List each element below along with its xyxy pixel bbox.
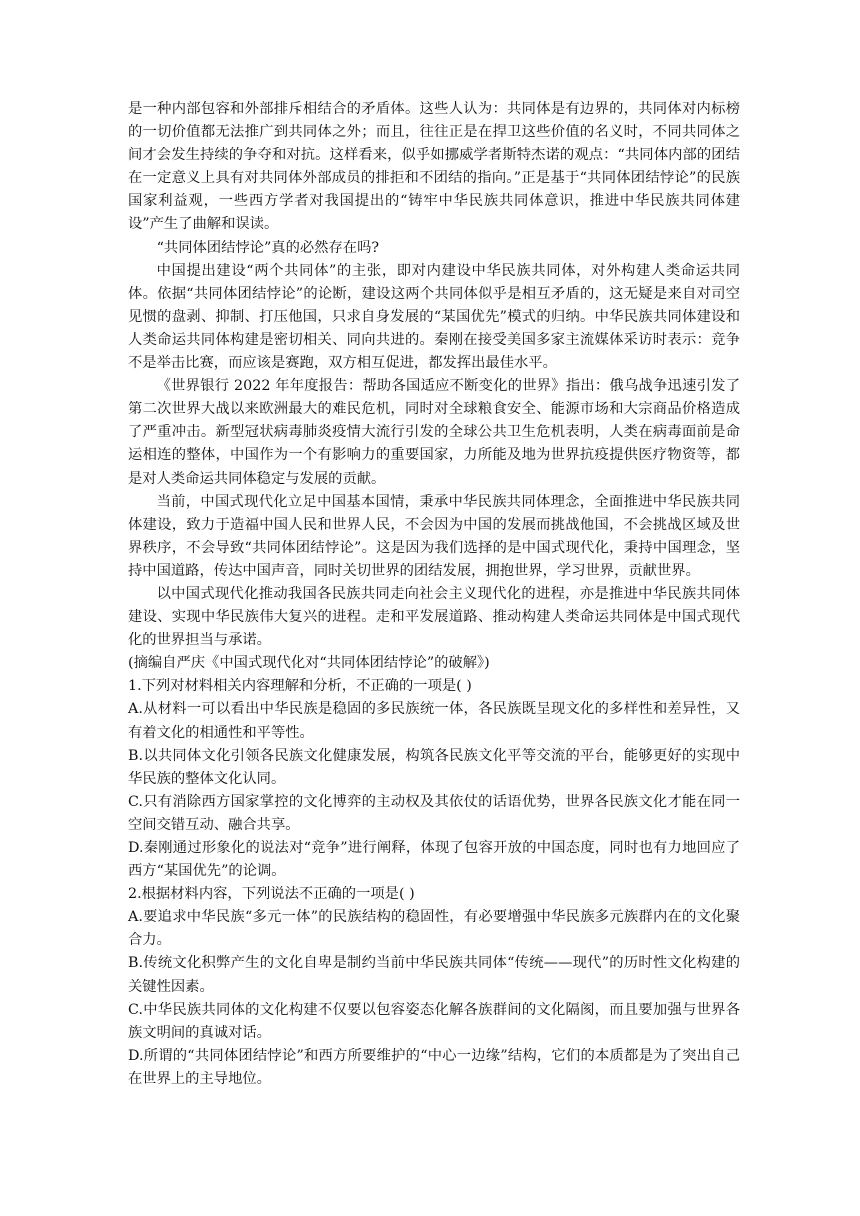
passage-paragraph: 是一种内部包容和外部排斥相结合的矛盾体。这些人认为：共同体是有边界的，共同体对内标榜的一切价值都无法推广到共同体之外；而且，往往正是在捍卫这些价值的名义时，不同共同体之间才会发生持续的争夺和对抗。这样看来，似乎如挪威学者斯特杰诺的观点：“共同体内部的团结在一定意义上具有对共同体外部成员的排拒和不团结的指向。”正是基于“共同体团结悖论”的民族国家利益观，一些西方学者对我国提出的“铸牢中华民族共同体意识，推进中华民族共同体建设”产生了曲解和误读。 — [128, 101, 740, 233]
answer-option: B.传统文化积弊产生的文化自卑是制约当前中华民族共同体“传统——现代”的历时性文化构建的关键性因素。 — [128, 955, 740, 995]
answer-option: A.要追求中华民族“多元一体”的民族结构的稳固性，有必要增强中华民族多元族群内在的文化聚合力。 — [128, 909, 740, 949]
source-citation: (摘编自严庆《中国式现代化对“共同体团结悖论”的破解》) — [128, 655, 490, 672]
passage-paragraph: “共同体团结悖论”真的必然存在吗? — [156, 239, 380, 256]
answer-option: C.中华民族共同体的文化构建不仅要以包容姿态化解各族群间的文化隔阂，而且要加强与世界各族文明间的真诚对话。 — [128, 1001, 740, 1041]
reading-passage — [128, 98, 740, 652]
question-stem: 1.下列对材料相关内容理解和分析，不正确的一项是( ) — [128, 678, 472, 695]
answer-option: D.秦刚通过形象化的说法对“竞争”进行阐释，体现了包容开放的中国态度，同时也有力地回应了西方“某国优先”的论调。 — [128, 840, 740, 880]
passage-paragraph: 以中国式现代化推动我国各民族共同走向社会主义现代化的进程，亦是推进中华民族共同体建设、实现中华民族伟大复兴的进程。走和平发展道路、推动构建人类命运共同体是中国式现代化的世界担当与承诺。 — [128, 585, 740, 649]
question-stem: 2.根据材料内容，下列说法不正确的一项是( ) — [128, 886, 415, 903]
question-list — [128, 675, 740, 1091]
passage-paragraph: 当前，中国式现代化立足中国基本国情，秉承中华民族共同体理念，全面推进中华民族共同体建设，致力于造福中国人民和世界人民，不会因为中国的发展而挑战他国，不会挑战区域及世界秩序，不会导致“共同体团结悖论”。这是因为我们选择的是中国式现代化，秉持中国理念，坚持中国道路，传达中国声音，同时关切世界的团结发展，拥抱世界，学习世界，贡献世界。 — [128, 493, 740, 579]
answer-option: B.以共同体文化引领各民族文化健康发展，构筑各民族文化平等交流的平台，能够更好的实现中华民族的整体文化认同。 — [128, 747, 740, 787]
answer-option: A.从材料一可以看出中华民族是稳固的多民族统一体，各民族既呈现文化的多样性和差异性，又有着文化的相通性和平等性。 — [128, 701, 740, 741]
document-body — [128, 98, 740, 1091]
answer-option: D.所谓的“共同体团结悖论”和西方所要维护的“中心一边缘”结构，它们的本质都是为了突出自己在世界上的主导地位。 — [128, 1047, 740, 1087]
question-block — [128, 675, 740, 883]
passage-paragraph: 中国提出建设“两个共同体”的主张，即对内建设中华民族共同体，对外构建人类命运共同体。依据“共同体团结悖论”的论断，建设这两个共同体似乎是相互矛盾的，这无疑是来自对司空见惯的盘剥、抑制、打压他国，只求自身发展的“某国优先”模式的归纳。中华民族共同体建设和人类命运共同体构建是密切相关、同向共进的。秦刚在接受美国多家主流媒体采访时表示：竞争不是举击比赛，而应该是赛跑，双方相互促进，都发挥出最佳水平。 — [128, 262, 740, 372]
question-block — [128, 883, 740, 1091]
answer-option: C.只有消除西方国家掌控的文化博弈的主动权及其依仗的话语优势，世界各民族文化才能在同一空间交错互动、融合共享。 — [128, 793, 740, 833]
passage-paragraph: 《世界银行 2022 年年度报告：帮助各国适应不断变化的世界》指出：俄乌战争迅速引发了第二次世界大战以来欧洲最大的难民危机，同时对全球粮食安全、能源市场和大宗商品价格造成了严重冲击。新型冠状病毒肺炎疫情大流行引发的全球公共卫生危机表明，人类在病毒面前是命运相连的整体，中国作为一个有影响力的重要国家，力所能及地为世界抗疫提供医疗物资等，都是对人类命运共同体稳定与发展的贡献。 — [128, 378, 740, 487]
